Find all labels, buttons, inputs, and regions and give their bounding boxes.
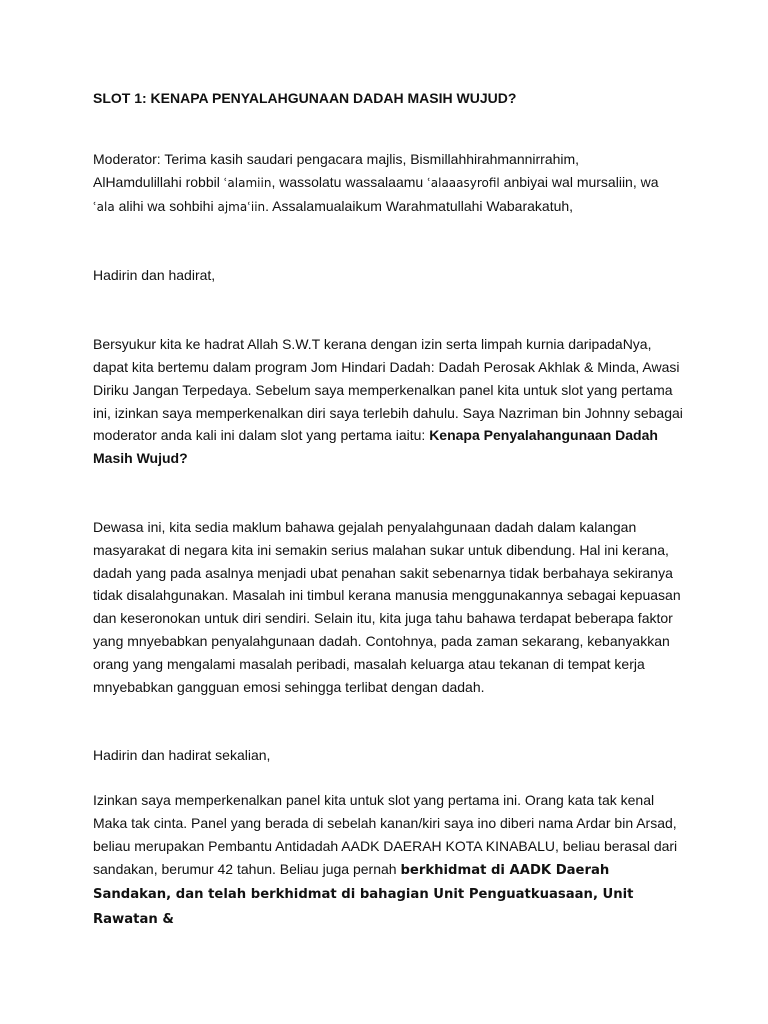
- paragraph-greeting: Hadirin dan hadirat,: [93, 267, 216, 284]
- document-body: [93, 88, 683, 932]
- paragraph-background: Dewasa ini, kita sedia maklum bahawa gejalah penyalahgunaan dadah dalam kalangan masyarakat di negara kita ini semakin serius malahan sukar untuk dibendung. Hal ini kerana, dadah yang pada asalnya menjadi ubat penahan sakit sebenarnya tidak berbahaya sekiranya tidak disalahgunakan. Masalah ini timbul kerana manusia menggunakannya sebagai kepuasan dan keseronokan untuk diri sendiri. Selain itu, kita juga tahu bahawa terdapat beberapa faktor yang mnyebabkan penyalahgunaan dadah. Contohnya, pada zaman sekarang, kebanyakkan orang yang mengalami masalah peribadi, masalah keluarga atau tekanan di tempat kerja mnyebabkan gangguan emosi sehingga terlibat dengan dadah.: [93, 518, 681, 695]
- paragraph-introduction: [93, 333, 683, 470]
- para6-text: Izinkan saya memperkenalkan panel kita untuk slot yang pertama ini. Orang kata tak kenal Maka tak cinta. Panel yang berada di sebelah kanan/kiri saya ino diberi nama Ardar bin Arsad, beliau merupakan Pembantu Antidadah AADK DAERAH KOTA KINABALU, beliau berasal dari sandakan, berumur 42 tahun. Beliau juga pernah: [93, 792, 678, 877]
- para1-text-d: , wassolatu wassalaamu: [271, 173, 428, 190]
- para1-text-j: . Assalamualaikum Warahmatullahi Wabarakatuh,: [265, 197, 574, 214]
- para6-bold-text: berkhidmat di AADK Daerah Sandakan, dan telah berkhidmat di bahagian Unit Penguatkuasaan, Unit Rawatan &: [93, 862, 634, 928]
- para1-text-a: Moderator: Terima kasih saudari pengacara majlis, Bismillahhirahmannirrahim,: [93, 151, 580, 167]
- document-title: SLOT 1: KENAPA PENYALAHGUNAAN DADAH MASIH WUJUD?: [93, 90, 517, 106]
- para3-text: Bersyukur kita ke hadrat Allah S.W.T kerana dengan izin serta limpah kurnia daripadaNya, dapat kita bertemu dalam program Jom Hindari Dadah: Dadah Perosak Akhlak & Minda, Awasi Diriku Jangan Terpedaya. Sebelum saya memperkenalkan panel kita untuk slot yang pertama ini, izinkan saya memperkenalkan diri saya terlebih dahulu. Saya Nazriman bin Johnny sebagai moderator anda kali ini dalam slot yang pertama iaitu:: [93, 336, 683, 444]
- para1-arabic-ala: ʿala: [93, 199, 115, 214]
- para1-text-f: anbiyai wal mursaliin, wa: [499, 173, 659, 190]
- paragraph-panel-intro: [93, 789, 683, 932]
- para1-text-b: AlHamdulillahi robbil: [93, 173, 224, 190]
- para1-text-h: alihi wa sohbihi: [114, 197, 218, 214]
- paragraph-opening: [93, 148, 683, 218]
- slot-title-bold: Kenapa Penyalahangunaan Dadah Masih Wujud?: [93, 427, 658, 467]
- para1-arabic-ajmaiin: ajmaʿiin: [217, 199, 266, 214]
- paragraph-greeting-2: Hadirin dan hadirat sekalian,: [93, 747, 271, 764]
- para1-arabic-alaaasyrofil: ʿalaaasyrofil: [427, 175, 500, 190]
- para1-arabic-alamiin: ʿalamiin: [223, 175, 272, 190]
